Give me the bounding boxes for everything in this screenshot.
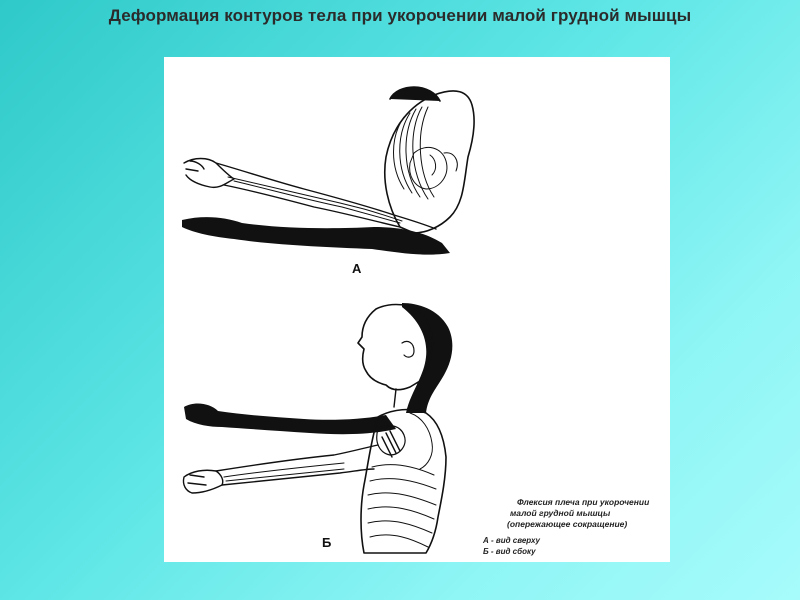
figure-b-side-view	[183, 303, 452, 553]
figure-a-arm-bones	[228, 177, 402, 223]
figure-b-shadow-arm	[184, 404, 396, 435]
figure-b-head-shadow	[402, 303, 452, 413]
figure-a-shoulder	[410, 147, 458, 189]
figure-caption	[507, 497, 667, 530]
figure-a-torso	[385, 91, 474, 233]
figure-b-scapula	[410, 413, 432, 469]
figure-b-arm-outline	[216, 445, 378, 485]
figure-a-top-view	[182, 87, 474, 255]
figure-b-hand	[183, 470, 222, 493]
anatomy-illustration	[164, 57, 670, 562]
caption-line: (опережающее сокращение)	[507, 519, 628, 529]
figure-a-shadow	[182, 217, 450, 254]
figure-panel	[164, 57, 670, 562]
figure-label-a: А	[352, 261, 362, 276]
figure-legend	[483, 535, 540, 557]
caption-line: малой грудной мышцы	[510, 508, 611, 518]
slide-title: Деформация контуров тела при укорочении малой грудной мышцы	[108, 6, 692, 25]
figure-b-torso	[361, 410, 446, 553]
figure-a-head	[390, 87, 440, 101]
figure-a-hand	[184, 159, 234, 188]
legend-line-a: А - вид сверху	[483, 536, 540, 545]
figure-label-b: Б	[322, 535, 332, 550]
figure-b-ribs	[368, 465, 436, 547]
figure-b-ear	[402, 341, 414, 357]
caption-line: Флексия плеча при укорочении	[517, 497, 650, 507]
legend-line-b: Б - вид сбоку	[483, 547, 536, 556]
